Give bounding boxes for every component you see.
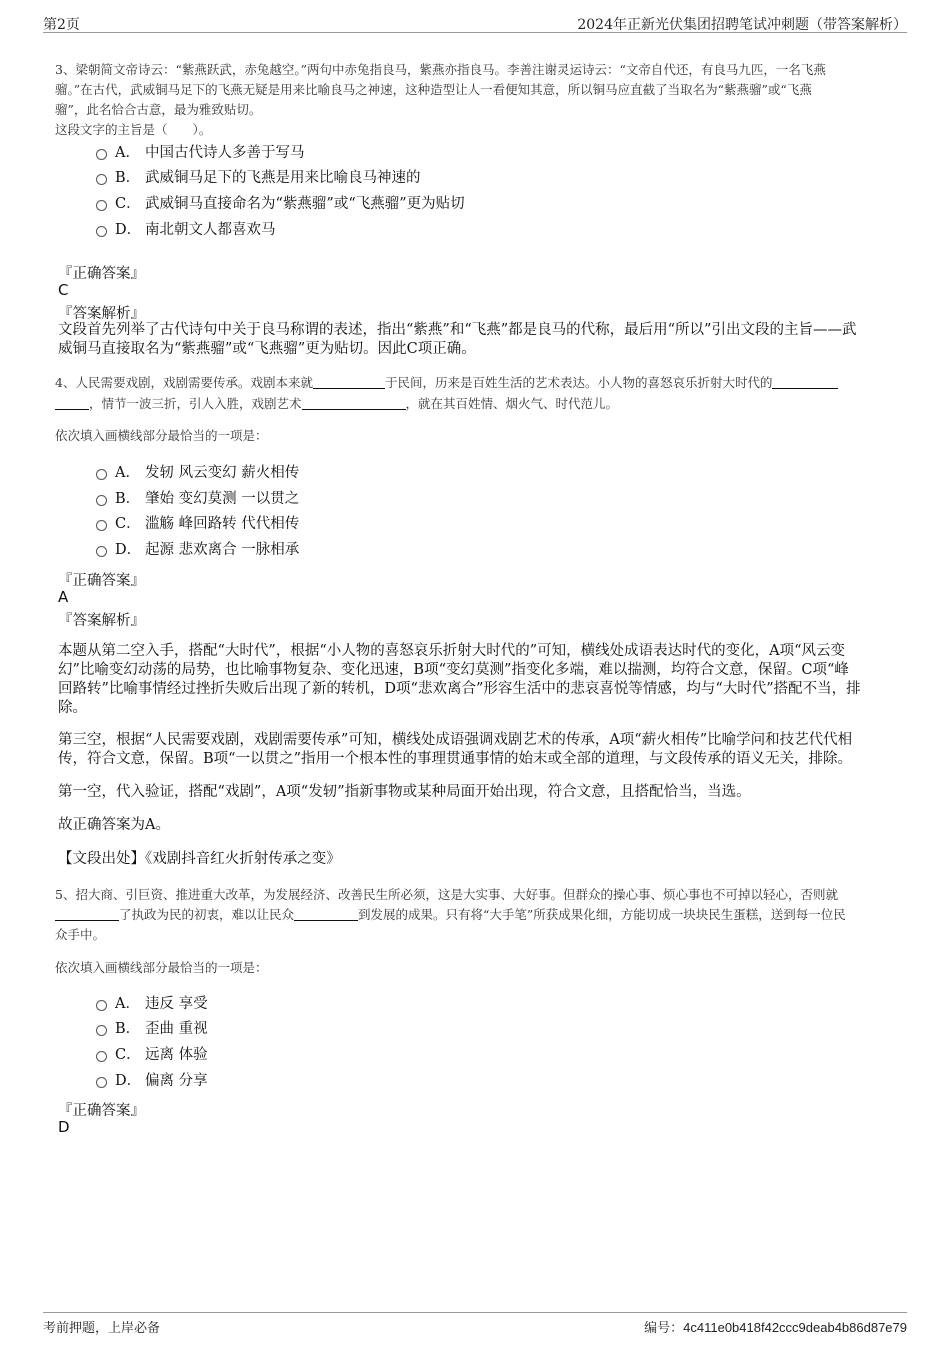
radio-icon[interactable] — [96, 200, 107, 211]
q3-stem-question: 这段文字的主旨是（ ）。 — [55, 122, 212, 137]
q4-analysis-p2-line-1: 第三空，根据“人民需要戏剧，戏剧需要传承”可知，横线处成语强调戏剧艺术的传承，A项“薪火相传”比喻学问和技艺代代相 — [58, 732, 853, 748]
q5-blank-1 — [55, 906, 119, 921]
q5-stem-line-3: 众手中。 — [55, 927, 106, 942]
document-code — [644, 1317, 907, 1336]
radio-icon[interactable] — [96, 174, 107, 185]
q4-answer: A — [58, 588, 69, 606]
option-key: C． — [115, 1047, 141, 1063]
option-text: 歪曲 重视 — [145, 1021, 208, 1037]
q4-stem-part-2: 于民间，历来是百姓生活的艺术表达。小人物的喜怒哀乐折射大时代的 — [384, 375, 773, 390]
q4-analysis-label: 『答案解析』 — [58, 613, 145, 629]
radio-icon[interactable] — [96, 520, 107, 531]
radio-icon[interactable] — [96, 149, 107, 160]
q3-stem-line-3: 骝”，此名恰合古意，最为雅致贴切。 — [55, 102, 262, 117]
option-text: 武威铜马足下的飞燕是用来比喻良马神速的 — [145, 170, 421, 186]
option-text: 武威铜马直接命名为“紫燕骝”或“飞燕骝”更为贴切 — [145, 196, 465, 212]
option-key: A． — [115, 465, 140, 481]
q4-stem-part-3: ，情节一波三折，引人入胜，戏剧艺术 — [89, 396, 302, 411]
q4-blank-3 — [302, 395, 406, 410]
page-header — [43, 10, 907, 33]
option-text: 违反 享受 — [145, 996, 208, 1012]
radio-icon[interactable] — [96, 469, 107, 480]
option-key: D． — [115, 222, 142, 238]
q4-blank-1 — [313, 374, 385, 389]
option-key: A． — [115, 996, 140, 1012]
q4-analysis-p1-line-3: 回路转”比喻事情经过挫折失败后出现了新的转机，D项“悲欢离合”形容生活中的悲哀喜悦等情感，均与“大时代”搭配不当，排 — [58, 681, 861, 697]
option-text: 滥觞 峰回路转 代代相传 — [145, 516, 300, 532]
document-title: 2024年正新光伏集团招聘笔试冲刺题（带答案解析） — [577, 17, 907, 33]
radio-icon[interactable] — [96, 1000, 107, 1011]
option-text: 南北朝文人都喜欢马 — [145, 222, 276, 238]
q5-answer-label: 『正确答案』 — [58, 1103, 145, 1119]
q3-analysis-line-1: 文段首先列举了古代诗句中关于良马称谓的表述，指出“紫燕”和“飞燕”都是良马的代称，最后用“所以”引出文段的主旨——武 — [58, 322, 857, 338]
q4-stem-line-1 — [55, 373, 900, 393]
q5-prompt: 依次填入画横线部分最恰当的一项是： — [55, 960, 268, 975]
option-text: 起源 悲欢离合 一脉相承 — [145, 542, 300, 558]
radio-icon[interactable] — [96, 1077, 107, 1088]
option-text: 发轫 风云变幻 薪火相传 — [145, 465, 300, 481]
q4-stem-part-1: 4、人民需要戏剧，戏剧需要传承。戏剧本来就 — [55, 375, 313, 390]
option-text: 中国古代诗人多善于写马 — [145, 145, 305, 161]
q4-analysis-p2-line-2: 传，符合文意，保留。B项“一以贯之”指用一个根本性的事理贯通事情的始末或全部的道理，与文段传承的语义无关，排除。 — [58, 751, 852, 767]
q4-answer-label: 『正确答案』 — [58, 573, 145, 589]
option-key: C． — [115, 516, 141, 532]
page-number: 第2页 — [43, 17, 80, 33]
radio-icon[interactable] — [96, 1025, 107, 1036]
q4-prompt: 依次填入画横线部分最恰当的一项是： — [55, 428, 268, 443]
q3-analysis-label: 『答案解析』 — [58, 306, 145, 322]
code-value: 4c411e0b418f42ccc9deab4b86d87e79 — [683, 1320, 907, 1335]
q4-analysis-p3: 第一空，代入验证，搭配“戏剧”，A项“发轫”指新事物或某种局面开始出现，符合文意，且搭配恰当，当选。 — [58, 784, 751, 800]
q4-stem-line-2 — [55, 394, 900, 414]
option-key: A． — [115, 145, 140, 161]
option-key: D． — [115, 1073, 142, 1089]
code-label: 编号： — [644, 1321, 684, 1336]
q5-stem-part-2: 到发展的成果。只有将“大手笔”所获成果化细，方能切成一块块民生蛋糕，送到每一位民 — [358, 907, 846, 922]
option-text: 偏离 分享 — [145, 1073, 208, 1089]
option-text: 远离 体验 — [145, 1047, 208, 1063]
radio-icon[interactable] — [96, 1051, 107, 1062]
footer-slogan: 考前押题，上岸必备 — [43, 1321, 161, 1336]
option-text: 肇始 变幻莫测 一以贯之 — [145, 491, 300, 507]
q3-answer-label: 『正确答案』 — [58, 266, 145, 282]
option-key: B． — [115, 491, 141, 507]
q5-stem-line-1: 5、招大商、引巨资、推进重大改革，为发展经济、改善民生所必须，这是大实事、大好事。但群众的操心事、烦心事也不可掉以轻心，否则就 — [55, 887, 838, 902]
q4-blank-2 — [772, 374, 838, 389]
q5-stem-line-2 — [55, 905, 900, 925]
q5-blank-2 — [294, 906, 358, 921]
q3-stem-line-2: 骝。”在古代，武威铜马足下的飞燕无疑是用来比喻良马之神速，这种造型让人一看便知其意，所以铜马应直截了当取名为“紫燕骝”或“飞燕 — [55, 82, 812, 97]
q4-analysis-p4: 故正确答案为A。 — [58, 817, 170, 833]
q4-source: 【文段出处】《戏剧抖音红火折射传承之变》 — [58, 851, 341, 867]
q4-analysis-p1-line-2: 幻”比喻变幻动荡的局势，也比喻事物复杂、变化迅速，B项“变幻莫测”指变化多端，难以揣测，均符合文意，保留。C项“峰 — [58, 662, 849, 678]
q4-stem-part-4: ，就在其百姓情、烟火气、时代范儿。 — [405, 396, 619, 411]
option-key: C． — [115, 196, 141, 212]
radio-icon[interactable] — [96, 495, 107, 506]
q3-stem-line-1: 3、梁朝简文帝诗云：“紫燕跃武，赤兔越空。”两句中赤兔指良马，紫燕亦指良马。李善注谢灵运诗云：“文帝自代还，有良马九匹，一名飞燕 — [55, 62, 826, 77]
q4-analysis-p1-line-1: 本题从第二空入手，搭配“大时代”，根据“小人物的喜怒哀乐折射大时代的”可知，横线处成语表达时代的变化，A项“风云变 — [58, 643, 846, 659]
q3-analysis-line-2: 威铜马直接取名为“紫燕骝”或“飞燕骝”更为贴切。因此C项正确。 — [58, 341, 476, 357]
q5-stem-part-1: 了执政为民的初衷，难以让民众 — [119, 907, 295, 922]
q4-blank-2-cont — [55, 395, 89, 410]
option-key: B． — [115, 1021, 141, 1037]
radio-icon[interactable] — [96, 546, 107, 557]
option-key: D． — [115, 542, 142, 558]
page-footer — [43, 1312, 907, 1335]
option-key: B． — [115, 170, 141, 186]
radio-icon[interactable] — [96, 226, 107, 237]
q4-analysis-p1-line-4: 除。 — [58, 700, 87, 716]
q3-answer: C — [58, 281, 69, 299]
q5-answer: D — [58, 1118, 70, 1136]
